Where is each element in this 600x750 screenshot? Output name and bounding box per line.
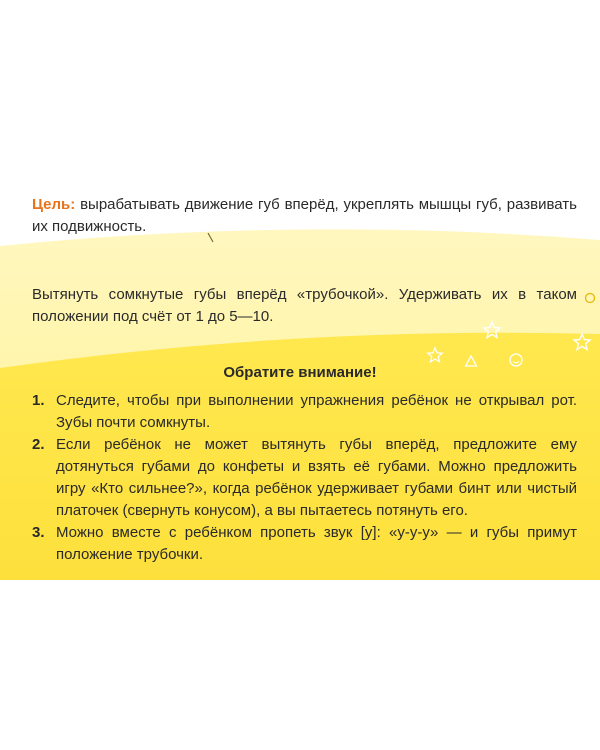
list-item-text: Если ребёнок не может вытянуть губы вперёд, предложите ему дотянуться губами до конфеты и взять её губами. Можно предложить игру «Кто сильнее?», когда ребёнок удерживает губами бинт или чистый платочек (свернуть конусом), а вы пытаетесь потянуть его. (56, 436, 577, 519)
star-outline-icon-2 (572, 332, 592, 352)
star-outline-icon (482, 320, 502, 340)
goal-paragraph (32, 194, 577, 238)
goal-label: Цель: (32, 196, 76, 213)
list-item (32, 434, 577, 522)
list-item-number: 3. (32, 524, 45, 541)
list-item-text: Следите, чтобы при выполнении упражнения ребёнок не открывал рот. Зубы почти сомкнуты. (56, 392, 577, 431)
tick-mark-icon (206, 232, 216, 244)
attention-list (32, 390, 577, 566)
attention-title: Обратите внимание! (223, 364, 377, 381)
instruction-paragraph: Вытянуть сомкнутые губы вперёд «трубочкой». Удерживать их в таком положении под счёт от 1 до 5—10. (32, 286, 577, 325)
list-item-text: Можно вместе с ребёнком пропеть звук [у]: «у-у-у» — и губы примут положение трубочки. (56, 524, 577, 563)
list-item-number: 1. (32, 392, 45, 409)
list-item (32, 522, 577, 566)
goal-text: вырабатывать движение губ вперёд, укреплять мышцы губ, развивать их подвижность. (32, 196, 577, 235)
list-item-number: 2. (32, 436, 45, 453)
exercise-card (0, 168, 600, 580)
circle-outline-icon (584, 292, 596, 304)
star-outline-icon-3 (426, 346, 444, 364)
list-item (32, 390, 577, 434)
